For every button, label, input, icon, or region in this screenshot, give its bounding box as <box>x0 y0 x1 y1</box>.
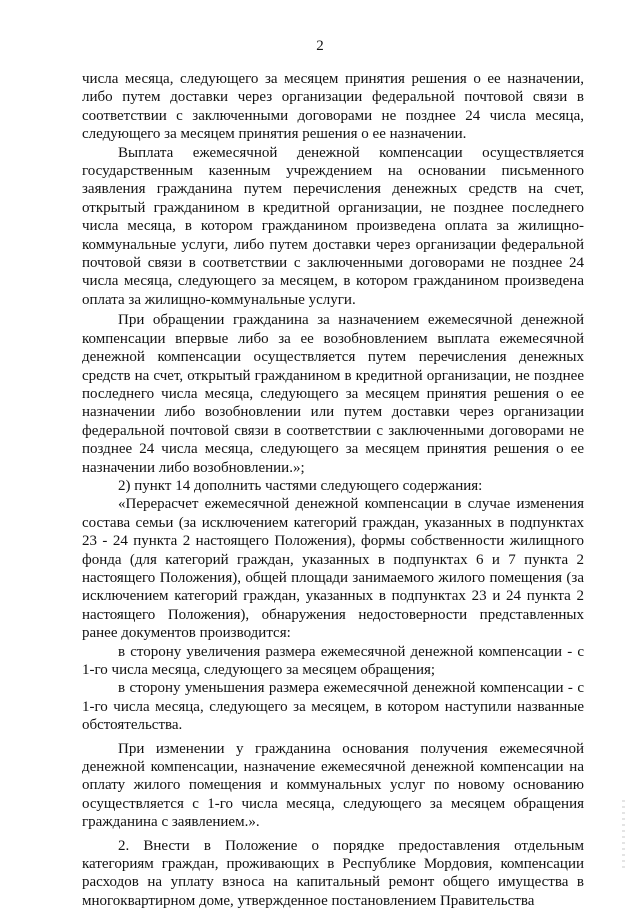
paragraph-recalculation: «Перерасчет ежемесячной денежной компенсации в случае изменения состава семьи (за исключением категорий граждан, указанных в подпунктах 23 - 24 пункта 2 настоящего Положения), формы собственности жилищного фонда (для категорий граждан, указанных в подпунктах 6 и 7 пункта 2 настоящего Положения), общей площади занимаемого жилого помещения (за исключением категорий граждан, указанных в подпунктах 23 и 24 пункта 2 настоящего Положения), обнаружения недостоверности представленных ранее документов производится: <box>82 496 584 642</box>
document-body <box>82 70 584 910</box>
paragraph-payment-terms: Выплата ежемесячной денежной компенсации осуществляется государственным казенным учреждением на основании письменного заявления гражданина путем перечисления денежных средств на счет, открытый гражданином в кредитной организации, не позднее последнего числа месяца, в котором гражданином произведена оплата за жилищно-коммунальные услуги, либо путем доставки через организации федеральной почтовой связи в соответствии с заключенными договорами не позднее 24 числа месяца, следующего за месяцем, в котором гражданином произведена оплата за жилищно-коммунальные услуги. <box>82 144 584 308</box>
paragraph-basis-change: При изменении у гражданина основания получения ежемесячной денежной компенсации, назначение ежемесячной денежной компенсации на оплату жилого помещения и коммунальных услуг по новому основанию осуществляется с 1-го числа месяца, следующего за месяцем обращения гражданина с заявлением.». <box>82 740 584 831</box>
paragraph-section-2: 2. Внести в Положение о порядке предоставления отдельным категориям граждан, проживающих в Республике Мордовия, компенсации расходов на уплату взноса на капитальный ремонт общего имущества в многоквартирном доме, утвержденное постановлением Правительства <box>82 837 584 909</box>
scan-artifact <box>622 800 625 870</box>
paragraph-first-application: При обращении гражданина за назначением ежемесячной денежной компенсации впервые либо за ее возобновлением выплата ежемесячной денежной компенсации осуществляется путем перечисления денежных средств на счет, открытый гражданином в кредитной организации, не позднее последнего числа месяца, следующего за месяцем принятия решения о ее назначении либо возобновлении или путем доставки через организации федеральной почтовой связи в соответствии с заключенными договорами не позднее 24 числа месяца, следующего за месяцем принятия решения о ее назначении либо возобновлении.»; <box>82 312 584 476</box>
paragraph-increase: в сторону увеличения размера ежемесячной денежной компенсации - с 1-го числа месяца, следующего за месяцем обращения; <box>82 643 584 678</box>
page-number: 2 <box>316 38 324 54</box>
paragraph-item-14: 2) пункт 14 дополнить частями следующего содержания: <box>118 477 483 494</box>
paragraph-decrease: в сторону уменьшения размера ежемесячной денежной компенсации - с 1-го числа месяца, следующего за месяцем, в котором наступили названные обстоятельства. <box>82 680 584 734</box>
paragraph-continuation: числа месяца, следующего за месяцем принятия решения о ее назначении, либо путем доставки через организации федеральной почтовой связи в соответствии с заключенными договорами не позднее 24 числа месяца, следующего за месяцем принятия решения о ее назначении. <box>82 71 584 143</box>
